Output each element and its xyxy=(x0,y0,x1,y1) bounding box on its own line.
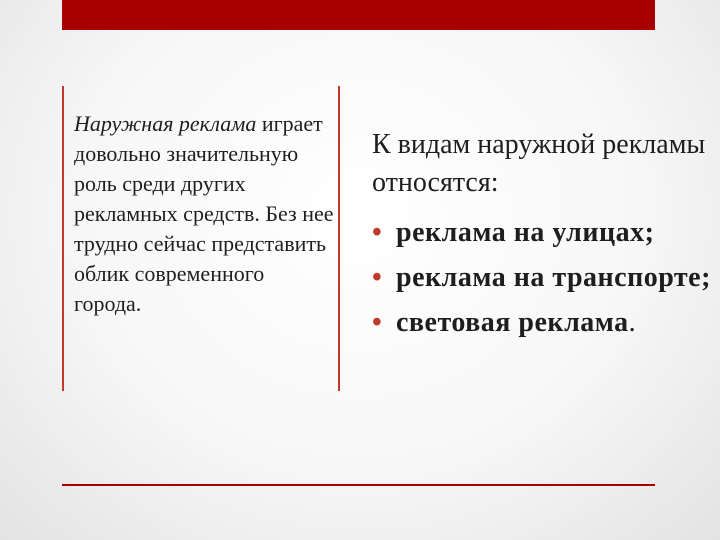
bullet-list xyxy=(372,214,712,349)
bullet-text: световая реклама xyxy=(396,307,629,338)
list-item xyxy=(372,304,712,342)
bullet-text: реклама на улицах; xyxy=(396,217,655,248)
left-panel-body: играет довольно значительную роль среди других рекламных средств. Без нее трудно сейчас представить облик современного города. xyxy=(74,111,334,316)
bullet-text: реклама на транспорте; xyxy=(396,262,711,293)
list-item xyxy=(372,214,712,252)
left-panel-text xyxy=(74,109,336,319)
right-panel-intro: К видам наружной рекламы относятся: xyxy=(372,129,706,198)
bullet-end-punctuation: . xyxy=(628,307,637,338)
list-item xyxy=(372,259,712,297)
bottom-divider xyxy=(62,484,655,486)
top-accent-bar xyxy=(62,0,655,30)
left-panel-lead: Наружная реклама xyxy=(74,111,257,136)
